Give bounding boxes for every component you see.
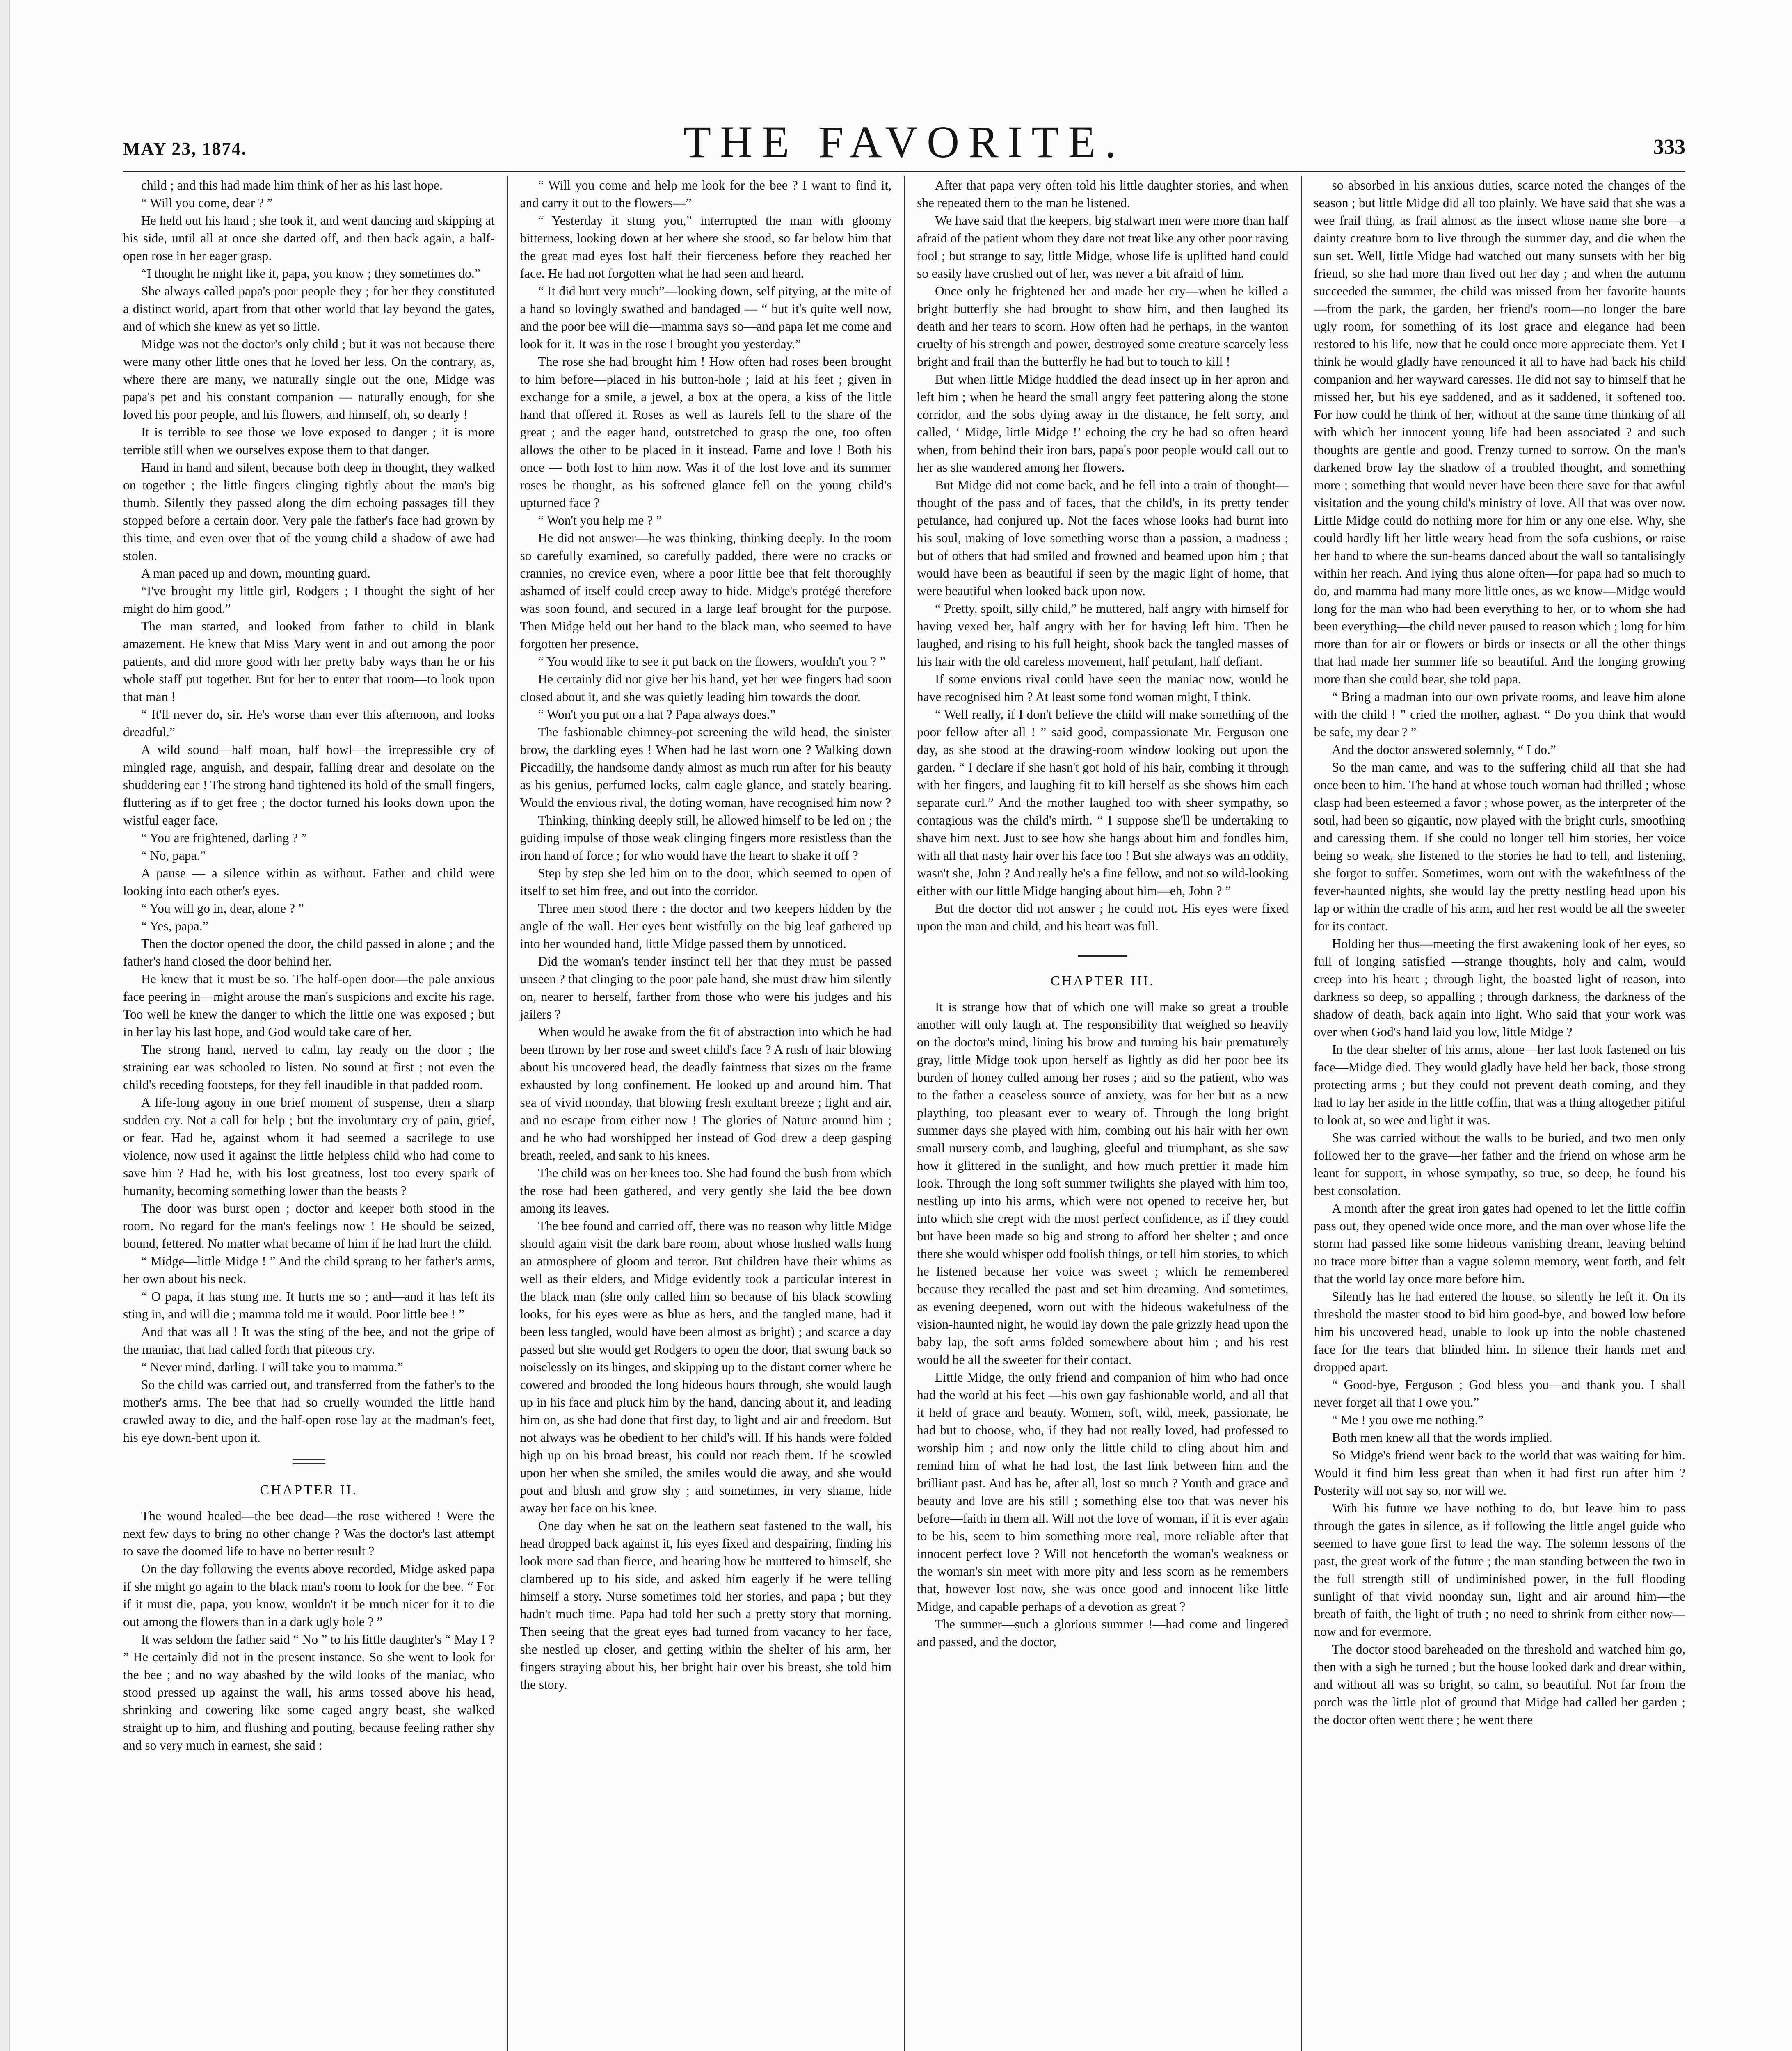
paragraph: “ You would like to see it put back on the flowers, wouldn't you ? ”: [538, 654, 885, 669]
paragraph: “ Won't you help me ? ”: [538, 513, 662, 528]
paragraph: “ It did hurt very much”—looking down, self pitying, at the mite of a hand so lovingly swathed and bandaged — “ but it's quite well now, and the poor bee will die—mamma says so—and papa let me come and look for it. It was in the rose I brought you yesterday.”: [520, 284, 891, 351]
paragraph: So Midge's friend went back to the world that was waiting for him. Would it find him less great than when it had first run after him ? Posterity will not say so, nor will we.: [1314, 1448, 1685, 1498]
paragraph: In the dear shelter of his arms, alone—her last look fastened on his face—Midge died. They would gladly have held her back, those strong protecting arms ; but they could not prevent death coming, and they had to lay her aside in the little coffin, that was a thing altogether pitiful to look at, so wee and light it was.: [1314, 1042, 1685, 1127]
paragraph: The doctor stood bareheaded on the threshold and watched him go, then with a sigh he turned ; but the house looked dark and drear within, and without all was so bright, so calm, so beautiful. Not far from the porch was the little plot of ground that Midge had called her garden ; the doctor often went there ; he went there: [1314, 1642, 1685, 1727]
paragraph: “ Midge—little Midge ! ” And the child sprang to her father's arms, her own about his neck.: [123, 1254, 495, 1286]
paragraph: “ No, papa.”: [141, 848, 206, 863]
paragraph: Holding her thus—meeting the first awakening look of her eyes, so full of longing satisfied —strange thoughts, holy and calm, would creep into his heart ; through light, the boasted light of reason, into darkness so deep, so appalling ; through darkness, the darkness of the shadow of death, back again into light. Who said that your work was over when God's hand laid you low, little Midge ?: [1314, 936, 1685, 1039]
paragraph: “ Will you come and help me look for the bee ? I want to find it, and carry it out to the flowers—”: [520, 178, 891, 210]
section-divider: [1078, 955, 1127, 957]
header-rule: [123, 171, 1685, 173]
paragraph: One day when he sat on the leathern seat fastened to the wall, his head dropped back against it, his eyes fixed and despairing, finding his look more sad than fierce, and hearing how he muttered to himself, she clambered up to his side, and asked him eagerly if he were telling himself a story. Nurse sometimes told her stories, and papa ; but they hadn't much time. Papa had told her such a pretty story that morning. Then seeing that the great eyes had turned from vacancy to her face, she nestled up closer, and getting within the shelter of his arm, her fingers straying about his, her bright hair over his breast, she told him the story.: [520, 1519, 891, 1692]
paragraph: “ Good-bye, Ferguson ; God bless you—and thank you. I shall never forget all that I owe you.”: [1314, 1377, 1685, 1409]
paragraph: A pause — a silence within as without. Father and child were looking into each other's eyes.: [123, 866, 495, 898]
paragraph: With his future we have nothing to do, but leave him to pass through the gates in silence, as if following the little angel guide who seemed to have gone first to lead the way. The solemn lessons of the past, the great work of the future ; the man standing between the two in the full strength still of undiminished power, in the full flooding sunlight of that vivid noonday sun, light and air around him—the breath of faith, the light of truth ; no need to shrink from either now—now and for evermore.: [1314, 1501, 1685, 1639]
paragraph: “ O papa, it has stung me. It hurts me so ; and—and it has left its sting in, and will die ; mamma told me it would. Poor little bee ! ”: [123, 1289, 495, 1321]
paragraph: Hand in hand and silent, because both deep in thought, they walked on together ; the little fingers clinging tightly about the man's big thumb. Silently they passed along the dim echoing passages till they stopped before a certain door. Very pale the father's face had grown by this time, and even over that of the young child a shadow of awe had stolen.: [123, 460, 495, 563]
paragraph: “ Never mind, darling. I will take you to mamma.”: [141, 1360, 403, 1374]
column-3: [904, 176, 1301, 2051]
page-header: [123, 117, 1685, 168]
paragraph: A wild sound—half moan, half howl—the irrepressible cry of mingled rage, anguish, and despair, falling drear and desolate on the shuddering ear ! The strong hand tightened its hold of the small fingers, fluttering as if to get free ; the doctor turned his looks down upon the wistful eager face.: [123, 742, 495, 827]
paragraph: “ Well really, if I don't believe the child will make something of the poor fellow after all ! ” said good, compassionate Mr. Ferguson one day, as she stood at the drawing-room window looking out upon the garden. “ I declare if she hasn't got hold of his hair, combing it through with her fingers, and laughing fit to kill herself as she shows him each separate curl.” And the mother laughed too with sheer sympathy, so contagious was the child's mirth. “ I suppose she'll be undertaking to shave him next. Just to see how she hangs about him and fondles him, with all that nasty hair over his face too ! But she always was an oddity, wasn't she, John ? And really he's a fine fellow, and not so wild-looking either with our little Midge hanging about him—eh, John ? ”: [917, 707, 1289, 898]
paragraph: A life-long agony in one brief moment of suspense, then a sharp sudden cry. Not a call for help ; but the involuntary cry of pain, grief, or fear. Had he, against whom it had seemed a sacrilege to use violence, now used it against the little helpless child who had come to save him ? Had he, with his lost greatness, lost too every spark of humanity, becoming something lower than the beasts ?: [123, 1095, 495, 1198]
paragraph: He held out his hand ; she took it, and went dancing and skipping at his side, until all at once she darted off, and then back again, a half-open rose in her eager grasp.: [123, 213, 495, 263]
column-1: [123, 176, 507, 2051]
paragraph: Step by step she led him on to the door, which seemed to open of itself to set him free, and out into the corridor.: [520, 866, 891, 898]
paragraph: When would he awake from the fit of abstraction into which he had been thrown by her rose and sweet child's face ? A rush of hair blowing about his uncovered head, the deadly faintness that sizes on the frame exhausted by long confinement. He looked up and around him. That sea of vivid noonday, that blowing fresh exultant breeze ; light and air, and no escape from either now ! The glories of Nature around him ; and he who had worshipped her instead of God drew a deep gasping breath, reeled, and sank to his knees.: [520, 1025, 891, 1163]
paragraph: But the doctor did not answer ; he could not. His eyes were fixed upon the man and child, and his heart was full.: [917, 901, 1289, 933]
paragraph: The bee found and carried off, there was no reason why little Midge should again visit the dark bare room, about whose hushed walls hung an atmosphere of gloom and terror. But children have their whims as well as their elders, and Midge evidently took a particular interest in the black man (she only called him so because of his black scowling looks, for his eyes were as blue as hers, and the tangled mane, had it been less tangled, would have been almost as bright) ; and scarce a day passed but she would get Rodgers to open the door, that swung back so noiselessly on its hinges, and skipping up to the distant corner where he cowered and brooded the long hideous hours through, she would laugh up in his face and pluck him by the hand, dancing about it, and leading him on, as she had done that first day, to light and air and freedom. But not always was he obedient to her child's will. If his hands were folded high up on his broad breast, his could not reach them. If he scowled upon her when she smiled, the smiles would die away, and she would pout and blush and grow shy ; and sometimes, in very shame, hide away her face on his knee.: [520, 1219, 891, 1515]
paragraph: “I thought he might like it, papa, you know ; they sometimes do.”: [141, 266, 480, 281]
paragraph: “ Won't you put on a hat ? Papa always does.”: [538, 707, 776, 722]
paragraph: “ Pretty, spoilt, silly child,” he muttered, half angry with himself for having vexed her, half angry with her for having left him. Then he laughed, and rising to his full height, shook back the tangled masses of his hair with the old careless movement, half petulant, half defiant.: [917, 601, 1289, 669]
paragraph: The child was on her knees too. She had found the bush from which the rose had been gathered, and very gently she laid the bee down among its leaves.: [520, 1166, 891, 1215]
scan-edge: [0, 0, 10, 2051]
section-ornament: [123, 1459, 495, 1466]
paragraph: Silently has he had entered the house, so silently he left it. On its threshold the master stood to bid him good-bye, and bowed low before him his uncovered head, unable to look up into the noble chastened face for the tears that blinded him. In silence their hands met and dropped apart.: [1314, 1289, 1685, 1374]
paragraph: And that was all ! It was the sting of the bee, and not the gripe of the maniac, that had called forth that piteous cry.: [123, 1325, 495, 1357]
paragraph: Midge was not the doctor's only child ; but it was not because there were many other little ones that he loved her less. On the contrary, as, where there are many, we naturally single out the one, Midge was papa's pet and his constant companion — naturally enough, for she loved his poor people, and his flowers, and himself, oh, so dearly !: [123, 337, 495, 422]
paragraph: “ Me ! you owe me nothing.”: [1332, 1413, 1484, 1427]
paragraph: A man paced up and down, mounting guard.: [141, 566, 371, 580]
paragraph: “ Yes, papa.”: [141, 919, 208, 933]
paragraph: Thinking, thinking deeply still, he allowed himself to be led on ; the guiding impulse of those weak clinging fingers more resistless than the iron hand of force ; for who would have the heart to shake it off ?: [520, 813, 891, 863]
paragraph: Little Midge, the only friend and companion of him who had once had the world at his feet —his own gay fashionable world, and all that it held of grace and beauty. Women, soft, wild, meek, passionate, he had but to choose, who, if they had not really loved, had professed to worship him ; and now only the little child to cling about him and remind him of what he had lost, the last link between him and the brilliant past. And has he, after all, lost so much ? Youth and grace and beauty and love are his still ; something else too that was never his before—faith in them all. Will not the love of woman, if it is ever again to be his, seem to him something more real, more reliable after that innocent perfect love ? Will not henceforth the woman's weakness or the woman's sin meet with more pity and less scorn as he remembers that, however lost now, she was once good and innocent like little Midge, and capable perhaps of a devotion as great ?: [917, 1370, 1289, 1614]
column-2: [507, 176, 904, 2051]
paragraph: So the child was carried out, and transferred from the father's to the mother's arms. The bee that had so cruelly wounded the little hand crawled away to die, and the half-open rose lay at the madman's feet, his eye down-bent upon it.: [123, 1377, 495, 1445]
article-columns: [123, 176, 1685, 2051]
paragraph: Both men knew all that the words implied.: [1332, 1430, 1552, 1445]
paragraph: The strong hand, nerved to calm, lay ready on the door ; the straining ear was schooled to listen. No sound at first ; not even the child's receding footsteps, for they fell inaudible in that padded room.: [123, 1042, 495, 1092]
paragraph: He certainly did not give her his hand, yet her wee fingers had soon closed about it, and she was quietly leading him towards the door.: [520, 672, 891, 704]
paragraph: “ Will you come, dear ? ”: [141, 196, 273, 210]
paragraph: On the day following the events above recorded, Midge asked papa if she might go again to the black man's room to look for the bee. “ For if it must die, papa, you know, wouldn't it be much nicer for it to die out among the flowers than in a dark ugly hole ? ”: [123, 1562, 495, 1629]
paragraph: But Midge did not come back, and he fell into a train of thought—thought of the pass and of faces, that the child's, in its pretty tender petulance, had conjured up. Not the faces whose looks had burnt into his soul, making of love something worse than a passion, a madness ; but of others that had smiled and frowned and beamed upon him ; that would have been as beautiful if seen by the magic light of home, that were beautiful when looked back upon now.: [917, 478, 1289, 598]
paragraph: Then the doctor opened the door, the child passed in alone ; and the father's hand closed the door behind her.: [123, 936, 495, 968]
paragraph: “ You are frightened, darling ? ”: [141, 831, 307, 845]
column-4: [1301, 176, 1686, 2051]
paragraph: Once only he frightened her and made her cry—when he killed a bright butterfly she had brought to show him, and then laughed its death and her tears to scorn. How often had he perhaps, in the wanton cruelty of his strength and power, destroyed some creature scarcely less bright and frail than the butterfly he had but to touch to kill !: [917, 284, 1289, 369]
paragraph: Three men stood there : the doctor and two keepers hidden by the angle of the wall. Her eyes bent wistfully on the big leaf gathered up into her wounded hand, little Midge passed them by unnoticed.: [520, 901, 891, 951]
paragraph: We have said that the keepers, big stalwart men were more than half afraid of the patient whom they dare not treat like any other poor raving fool ; but strange to say, little Midge, whose life is uplifted hand could so easily have crushed out of her, was never a bit afraid of him.: [917, 213, 1289, 281]
paragraph: If some envious rival could have seen the maniac now, would he have recognised him ? At least some fond woman might, I think.: [917, 672, 1289, 704]
chapter-heading: CHAPTER II.: [260, 1482, 358, 1498]
paragraph: The wound healed—the bee dead—the rose withered ! Were the next few days to bring no other change ? Was the doctor's last attempt to save the doomed life to have no better result ?: [123, 1509, 495, 1558]
paragraph: “I've brought my little girl, Rodgers ; I thought the sight of her might do him good.”: [123, 584, 495, 616]
paragraph: But when little Midge huddled the dead insect up in her apron and left him ; when he heard the small angry feet pattering along the stone corridor, and the sobs dying away in the distance, he felt sorry, and called, ‘ Midge, little Midge !’ echoing the cry he had so often heard when, from behind their iron bars, papa's poor people would call out to her as she wandered among her flowers.: [917, 372, 1289, 475]
paragraph: She was carried without the walls to be buried, and two men only followed her to the grave—her father and the friend on whose arm he leant for support, in whose sympathy, so true, so deep, he found his best consolation.: [1314, 1131, 1685, 1198]
paragraph: “ You will go in, dear, alone ? ”: [141, 901, 304, 916]
paragraph: “ It'll never do, sir. He's worse than ever this afternoon, and looks dreadful.”: [123, 707, 495, 739]
paragraph: It is terrible to see those we love exposed to danger ; it is more terrible still when we ourselves expose them to that danger.: [123, 425, 495, 457]
masthead-title: THE FAVORITE.: [683, 117, 1125, 167]
paragraph: “ Yesterday it stung you,” interrupted the man with gloomy bitterness, looking down at her where she stood, so far below him that the great mad eyes lost half their fierceness before they reached her face. He had not forgotten what he had seen and heard.: [520, 213, 891, 281]
issue-date: MAY 23, 1874.: [123, 139, 247, 159]
paragraph: child ; and this had made him think of her as his last hope.: [141, 178, 443, 192]
paragraph: Did the woman's tender instinct tell her that they must be passed unseen ? that clinging to the poor pale hand, she must draw him silently on, nearer to herself, farther from those who were his judges and his jailers ?: [520, 954, 891, 1021]
paragraph: She always called papa's poor people they ; for her they constituted a distinct world, apart from that other world that lay beyond the gates, and of which she knew as yet so little.: [123, 284, 495, 333]
paragraph: The man started, and looked from father to child in blank amazement. He knew that Miss Mary went in and out among the poor patients, and did more good with her pretty baby ways than he or his whole staff put together. But for her to enter that room—to look upon that man !: [123, 619, 495, 704]
paragraph: The summer—such a glorious summer !—had come and lingered and passed, and the doctor,: [917, 1617, 1289, 1649]
paragraph: It is strange how that of which one will make so great a trouble another will only laugh at. The responsibility that weighed so heavily on the doctor's mind, lining his brow and turning his hair prematurely gray, little Midge took upon herself as lightly as did her poor bee its burden of honey culled among her roses ; and so the patient, who was to the father a ceaseless source of anxiety, was for her but as a new plaything, too pleasant ever to weary of. Through the long bright summer days she played with him, combing out his hair with her own small nursery comb, and laughing, gleeful and triumphant, as she saw how it glittered in the sunlight, and how much prettier it made him look. Through the long soft summer twilights she played with him too, nestling up into his arms, which were not opened to receive her, but into which she crept with the most perfect confidence, as if they could but have been made so big and strong to afford her shelter ; and once there she would whisper odd foolish things, or tell him stories, to which he listened because her voice was sweet ; which he remembered because they recalled the past and set him dreaming. And sometimes, as evening deepened, worn out with the hideous wakefulness of the vision-haunted night, he would lay down the pale grizzly head upon the baby lap, the soft arms folded somewhere about him ; and his rest would be all the sweeter for their contact.: [917, 1000, 1289, 1367]
paragraph: A month after the great iron gates had opened to let the little coffin pass out, they opened wide once more, and the man over whose life the storm had passed like some hideous vanishing dream, leaving behind no trace more bitter than a vague solemn memory, went forth, and felt that the world lay once more before him.: [1314, 1201, 1685, 1286]
paragraph: The fashionable chimney-pot screening the wild head, the sinister brow, the darkling eyes ! When had he last worn one ? Walking down Piccadilly, the handsome dandy almost as much run after for his beauty as his genius, perfumed locks, calm eagle glance, and stately bearing. Would the envious rival, the doting woman, have recognised him now ?: [520, 725, 891, 810]
chapter-heading: CHAPTER III.: [1050, 973, 1155, 989]
paragraph: He knew that it must be so. The half-open door—the pale anxious face peering in—might arouse the man's suspicions and excite his rage. Too well he knew the danger to which the little one was exposed ; but in her lay his last hope, and God would take care of her.: [123, 972, 495, 1039]
paragraph: So the man came, and was to the suffering child all that she had once been to him. The hand at whose touch woman had thrilled ; whose clasp had been esteemed a favor ; whose power, as the interpreter of the soul, had been so gigantic, now played with the bright curls, smoothing and caressing them. If she could no longer tell him stories, her voice being so weak, she listened to the stories he had to tell, and listening, she forgot to suffer. Sometimes, worn out with the wakefulness of the fever-haunted nights, she would lay the pretty nestling head upon his lap or within the cradle of his arm, and her rest would be all the sweeter for its contact.: [1314, 760, 1685, 933]
page-number: 333: [1653, 135, 1685, 159]
paragraph: He did not answer—he was thinking, thinking deeply. In the room so carefully examined, so carefully padded, there were no cracks or crannies, no crevice even, where a poor little bee that felt thoroughly ashamed of itself could creep away to hide. Midge's protégé therefore was soon found, and secured in a large leaf brought for the purpose. Then Midge held out her hand to the black man, who seemed to have forgotten her presence.: [520, 531, 891, 651]
paragraph: It was seldom the father said “ No ” to his little daughter's “ May I ? ” He certainly did not in the present instance. So she went to look for the bee ; and no way abashed by the wild looks of the maniac, who stood pressed up against the wall, his arms tossed above his head, shrinking and cowering like some caged angry beast, she walked straight up to him, and flushing and pouting, because feeling rather shy and so very much in earnest, she said :: [123, 1632, 495, 1752]
paragraph: After that papa very often told his little daughter stories, and when she repeated them to the man he listened.: [917, 178, 1289, 210]
paragraph: And the doctor answered solemnly, “ I do.”: [1332, 742, 1556, 757]
paragraph: The door was burst open ; doctor and keeper both stood in the room. No regard for the man's feelings now ! He should be seized, bound, fettered. No matter what became of him if he had hurt the child.: [123, 1201, 495, 1251]
paragraph: The rose she had brought him ! How often had roses been brought to him before—placed in his button-hole ; laid at his feet ; given in exchange for a smile, a jewel, a box at the opera, a kiss of the little hand that offered it. Roses as well as laurels fell to the share of the great ; and the eager hand, outstretched to grasp the one, too often allows the other to be placed in it instead. Fame and love ! Both his once — both lost to him now. Was it of the lost love and its summer roses he thought, as his softened glance fell on the young child's upturned face ?: [520, 354, 891, 510]
paragraph: so absorbed in his anxious duties, scarce noted the changes of the season ; but little Midge did all too plainly. We have said that she was a wee frail thing, as frail almost as the insect whose name she bore—a dainty creature born to live through the summer day, and die when the sun set. Well, little Midge had watched out many sunsets with her big friend, so she had more than lived out her day ; and when the autumn succeeded the summer, the child was missed from her favorite haunts—from the park, the garden, her friend's room—no longer the bare ugly room, for something of its lost grace and elegance had been restored to his life, now that he could once more appreciate them. Yet I think he would gladly have renounced it all to have had back his child companion and her wayward caresses. He did not say to himself that he missed her, but his eye saddened, and as it saddened, it softened too. For how could he think of her, without at the same time thinking of all with which her innocent young life had been associated ? and such thoughts are gentle and good. Frenzy turned to sorrow. On the man's darkened brow lay the shadow of a troubled thought, and something more ; something that would never have been there save for that awful visitation and the young child's ministry of love. All that was over now. Little Midge could do nothing more for him or any one else. Why, she could hardly lift her little weary head from the sofa cushions, or raise her hand to where the sun-beams danced about the wall so tantalisingly within her reach. And lying thus alone often—for papa had so much to do, and mamma had many more little ones, as we know—Midge would long for the man who had been everything to her, or to whom she had been everything—the child never paused to reason which ; long for him more than for air or flowers or birds or insects or all the other things that had made her summer life so beautiful. And the longing growing more than she could bear, she told papa.: [1314, 178, 1685, 686]
paragraph: “ Bring a madman into our own private rooms, and leave him alone with the child ! ” cried the mother, aghast. “ Do you think that would be safe, my dear ? ”: [1314, 690, 1685, 739]
